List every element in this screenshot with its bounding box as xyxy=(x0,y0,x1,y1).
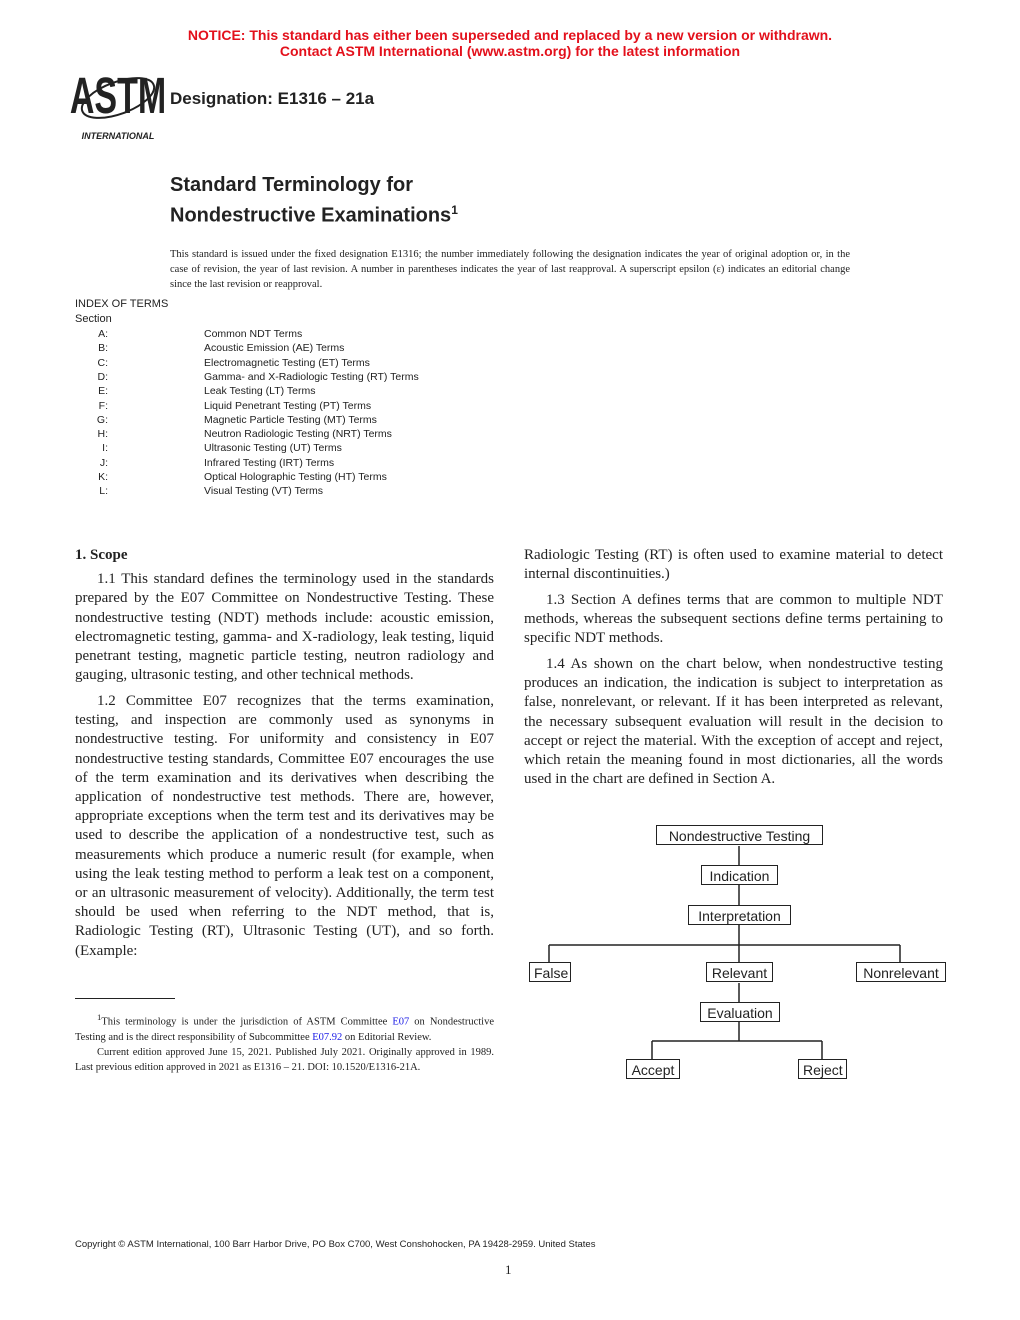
paragraph-1-2: 1.2 Committee E07 recognizes that the terms examination, testing, and inspection are commonly used as synonyms in nondestructive testing. For uniformity and consistency in E07 nondestructive testing standards, Committee E07 encourages the use of the term examination and its derivatives when describing the application of nondestructive test methods. There are, however, appropriate exceptions when the term test and its derivatives may be used to describe the application of a nondestructive test, such as measurements which produce a numeric result (for example, when using the leak testing method to perform a leak test on a component, or an ultrasonic measurement of velocity). Additionally, the term test should be used when referring to the NDT method, that is, Radiologic Testing (RT), Ultrasonic Testing (UT), and so forth. (Example: xyxy=(75,692,494,959)
index-term: Optical Holographic Testing (HT) Terms xyxy=(204,471,387,483)
index-term: Electromagnetic Testing (ET) Terms xyxy=(204,356,370,369)
flowchart-node-accept: Accept xyxy=(626,1059,680,1079)
index-term: Magnetic Particle Testing (MT) Terms xyxy=(204,413,377,426)
index-term: Liquid Penetrant Testing (PT) Terms xyxy=(204,399,372,412)
footnote-text: on Nondestructive Testing and is the direct responsibility of Subcommittee xyxy=(75,1016,495,1043)
svg-text:INTERNATIONAL: INTERNATIONAL xyxy=(81,131,155,141)
footnote-text: This terminology is under the jurisdiction of ASTM Committee xyxy=(101,1016,393,1028)
flowchart-node-false: False xyxy=(529,962,571,982)
index-letter: D: xyxy=(97,370,108,383)
scope-heading: 1. Scope xyxy=(75,547,128,563)
flowchart-node-nondestructive-testing: Nondestructive Testing xyxy=(656,825,823,845)
flowchart-node-relevant: Relevant xyxy=(706,962,773,982)
index-letter: J: xyxy=(99,456,108,469)
footnote-divider xyxy=(75,998,175,999)
index-letter: B: xyxy=(98,342,108,355)
footnotes xyxy=(75,1010,494,1075)
paragraph-1-3: 1.3 Section A defines terms that are common to multiple NDT methods, whereas the subsequent sections define terms pertaining to specific NDT methods. xyxy=(524,591,943,647)
flowchart-node-indication: Indication xyxy=(701,865,778,885)
footnote-mark: 1 xyxy=(97,1012,102,1022)
index-letter: K: xyxy=(98,471,108,483)
flowchart-node-reject: Reject xyxy=(798,1059,847,1079)
footnote-text: on Editorial Review. xyxy=(342,1031,432,1043)
index-subheading: Section xyxy=(75,313,112,325)
paragraph-1-4: 1.4 As shown on the chart below, when nondestructive testing produces an indication, the indication is subject to interpretation as false, nonrelevant, or relevant. If it has been interpreted as relevant, the necessary subsequent evaluation will result in the decision to accept or reject the material. With the exception of accept and reject, which retain the meaning found in most dictionaries, all the words used in the chart are defined in Section A. xyxy=(524,656,943,788)
flowchart-node-nonrelevant: Nonrelevant xyxy=(856,962,946,982)
index-letter: G: xyxy=(96,413,108,426)
designation: Designation: E1316 – 21a xyxy=(170,89,375,108)
committee-e07-link[interactable]: E07 xyxy=(392,1016,410,1028)
paragraph-1-2-continued: Radiologic Testing (RT) is often used to examine material to detect internal discontinuities.) xyxy=(524,547,943,583)
index-letter: E: xyxy=(98,385,108,398)
index-letter: C: xyxy=(97,356,108,369)
flowchart-node-interpretation: Interpretation xyxy=(688,905,791,925)
title-line-1: Standard Terminology for xyxy=(170,174,413,196)
index-term: Visual Testing (VT) Terms xyxy=(204,485,324,498)
title-line-2: Nondestructive Examinations xyxy=(170,204,452,227)
index-term: Leak Testing (LT) Terms xyxy=(204,385,316,398)
index-letter: A: xyxy=(98,328,108,340)
title-footnote-mark: 1 xyxy=(451,203,458,217)
index-letter: I: xyxy=(102,442,108,455)
notice-line-1: NOTICE: This standard has either been superseded and replaced by a new version or withdrawn. xyxy=(187,27,833,43)
page-number: 1 xyxy=(505,1262,512,1277)
index-term: Ultrasonic Testing (UT) Terms xyxy=(204,442,342,455)
index-letter: H: xyxy=(97,428,108,441)
issued-note: This standard is issued under the fixed designation E1316; the number immediately following the designation indicates the year of original adoption or, in the case of revision, the year of last revision. A number in parentheses indicates the year of last reapproval. A superscript epsilon (ε) indicates an editorial change since the last revision or reapproval. xyxy=(170,249,850,290)
index-term: Neutron Radiologic Testing (NRT) Terms xyxy=(204,428,392,441)
index-letter: L: xyxy=(99,485,108,498)
index-term: Common NDT Terms xyxy=(204,328,303,340)
notice-line-2: Contact ASTM International (www.astm.org) for the latest information xyxy=(279,43,741,59)
subcommittee-e07-92-link[interactable]: E07.92 xyxy=(312,1031,343,1043)
flowchart-node-evaluation: Evaluation xyxy=(700,1002,780,1022)
index-term: Gamma- and X-Radiologic Testing (RT) Terms xyxy=(204,370,419,383)
index-letter: F: xyxy=(98,399,108,412)
paragraph-1-1: 1.1 This standard defines the terminology used in the standards prepared by the E07 Committee on Nondestructive Testing. These nondestructive testing (NDT) methods include: acoustic emission, electromagnetic testing, gamma- and X-radiology, leak testing, liquid penetrant testing, magnetic particle testing, neutron radiology and gauging, ultrasonic testing, and other technical methods. xyxy=(75,571,494,684)
index-heading: INDEX OF TERMS xyxy=(75,298,169,310)
index-term: Acoustic Emission (AE) Terms xyxy=(204,342,345,355)
copyright: Copyright © ASTM International, 100 Barr Harbor Drive, PO Box C700, West Conshohocken, PA 19428-2959. United States xyxy=(75,1239,596,1250)
index-term: Infrared Testing (IRT) Terms xyxy=(204,456,335,469)
svg-text:ASTM: ASTM xyxy=(69,68,167,125)
edition-note: Current edition approved June 15, 2021. Published July 2021. Originally approved in 1989. Last previous edition approved in 2021 as E1316 – 21. DOI: 10.1520/E1316-21A. xyxy=(75,1046,494,1073)
